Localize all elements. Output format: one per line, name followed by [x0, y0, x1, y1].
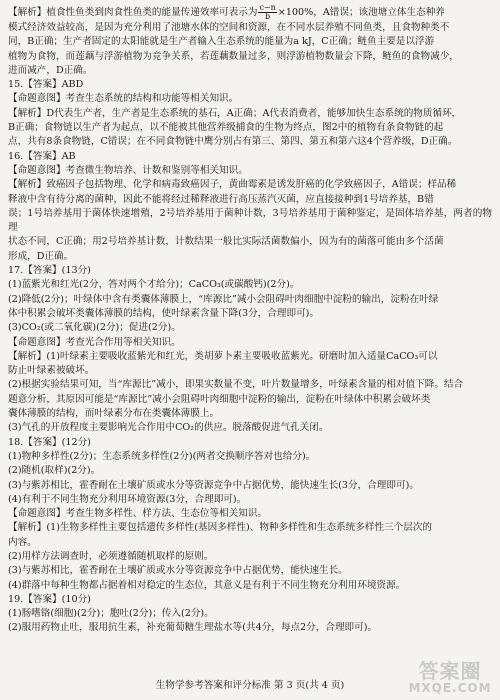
answer-page — [8, 4, 492, 636]
line-l20: (2)降低(2分)；叶绿体中含有类囊体薄膜上，“库源比”减小会阻碍叶肉细胞中淀粉的输出，淀粉在叶绿 — [8, 293, 439, 305]
line-l36: 【解析】(1)生物多样性主要包括遗传多样性(基因多样性)、物种多样性和生态系统多样性三个层次的 — [8, 522, 433, 534]
line-l37: 内容。 — [8, 536, 37, 548]
line-l29: (3)气孔的开放程度主要影响光合作用中CO₂的供应。脱落酸促进气孔关闭。 — [8, 422, 329, 434]
watermark-top: 答案圈 — [418, 659, 482, 683]
line-l32: (2)随机(取样)(2分)。 — [8, 465, 101, 477]
line-l26: (2)根据实验结果可知，当“库源比”减小，即果实数量不变，叶片数量增多，叶绿素含量的相对值下降。结合 — [8, 379, 464, 391]
line-l39: (3)与紫苏相比，霍香耐在土壤矿质或水分等资源竞争中占据优势，能快速生长。 — [8, 565, 348, 577]
line-l22: (3)CO₂(或二氧化碳)(2分)；促进(2分)。 — [8, 322, 181, 334]
line-l12: 【命题意图】考查微生物培养、计数和鉴别等相关知识。 — [8, 164, 248, 176]
line-l05: 进而减产，D正确。 — [8, 64, 93, 76]
answer-heading-17: 17.【答案】(13分) — [8, 265, 91, 277]
line-l09: B正确；食物链以生产者为起点，以不能被其他营养级捕食的生物为终点，图2中的植物有条食物链的起 — [8, 122, 444, 134]
line-l14: 释液中含有待分离的菌种，因此不能将经过稀释液进行高压蒸汽灭菌，应直接接种到1号培养基，B错 — [8, 193, 434, 205]
line-l08: 【解析】D代表生产者，生产者是生态系统的基石，A正确；A代表消费者，能够加快生态系统的物质循环， — [8, 107, 462, 119]
line-l10: 点，共有8条食物链，C错误；在不同食物链中鹰分别占有第三、第四、第五和第六这4个营养级，D正确。 — [8, 136, 458, 148]
fraction-denominator: b — [265, 12, 271, 21]
line-l15: 误；1号培养基用于菌体快速增殖，2号培养基用于菌种计数，3号培养基用于菌种鉴定，是固体培养基，两者的物理 — [8, 207, 492, 234]
line-l21: 体中积累会破坏类囊体薄膜的结构，使叶绿素含量下降(3分，合理即可)。 — [8, 307, 319, 319]
line-l27: 题意分析，其原因可能是“库源比”减小会阻碍叶肉细胞中淀粉的输出，淀粉在叶绿体中积累会破坏类 — [8, 393, 431, 405]
line-l24: 【解析】(1)叶绿素主要吸收蓝紫光和红光，类胡萝卜素主要吸收蓝紫光。研磨时加入适量CaCO₃可以 — [8, 350, 438, 362]
line-l33: (3)与紫苏相比，霍香耐在土壤矿质或水分等资源竞争中占据优势，能快速生长(3分，合理即可)。 — [8, 479, 419, 491]
energy-fraction — [258, 4, 276, 21]
line-l03: 同，B正确；生产者固定的太阳能就是生产者输入生态系统的能量为a kJ，C正确；鲢鱼主要是以浮游 — [8, 36, 435, 48]
line-l40: (4)群落中每种生物都占据着相对稳定的生态位，其意义是有利于不同生物充分利用环境资源。 — [8, 579, 406, 591]
site-watermark-logo — [404, 660, 496, 698]
answer-heading-15: 15.【答案】ABD — [8, 79, 84, 91]
line-l31: (1)物种多样性(2分)；生态系统多样性(2分)(两者交换顺序答对也给分)。 — [8, 450, 316, 462]
line-l35: 【命题意图】考查生物多样性、样方法、生态位等相关知识。 — [8, 508, 268, 520]
line-l07: 【命题意图】考查生态系统的结构和功能等相关知识。 — [8, 93, 239, 105]
line-l23: 【命题意图】考查光合作用等相关知识。 — [8, 336, 181, 348]
fraction-numerator: c−n — [259, 3, 276, 12]
line-l01-post: ×100%，A错误；该池塘立体生态种养 — [277, 7, 445, 18]
line-l28: 囊体薄膜的结构，而叶绿素分布在类囊体薄膜上。 — [8, 408, 220, 420]
line-l17: 形成，D正确。 — [8, 250, 74, 262]
line-l42: (1)肠嗜铬(细胞)(2分)；胞吐(2分)；传入(2分)。 — [8, 608, 214, 620]
line-l38: (2)用样方法调查时，必须遵循随机取样的原则。 — [8, 550, 214, 562]
answer-heading-18: 18.【答案】(12分) — [8, 436, 91, 448]
line-l34: (4)有利于不同生物充分利用环境资源(3分，合理即可)。 — [8, 493, 247, 505]
line-l19: (1)蓝紫光和红光(2分，答对两个才给分)；CaCO₃(或碳酸钙)(2分)。 — [8, 279, 300, 291]
line-l04: 植物为食物，而莲藕与浮游植物为竞争关系，若莲藕数量过多，则浮游植物数量会下降，鲢鱼的食物减少， — [8, 50, 459, 62]
answer-heading-16: 16.【答案】AB — [8, 150, 76, 162]
page-footer: 生物学参考答案和评分标准 第 3 页(共 4 页) — [155, 680, 345, 691]
watermark-bottom: MXQE.COM — [408, 681, 492, 695]
line-l13: 【解析】致癌因子包括物理、化学和病毒致癌因子，黄曲霉素是诱发肝癌的化学致癌因子，A错误；样品稀 — [8, 179, 457, 191]
line-l01-pre: 【解析】植食性鱼类到肉食性鱼类的能量传递效率可表示为 — [8, 7, 258, 18]
line-l25: 防止叶绿素被破坏。 — [8, 365, 95, 377]
line-l16: 状态不同，C正确；用2号培养基计数，计数结果一般比实际活菌数偏小，因为有的菌落可能由多个活菌 — [8, 236, 444, 248]
answer-heading-19: 19.【答案】(10分) — [8, 593, 91, 605]
line-l43: (2)服用药物止吐，服用抗生素，补充葡萄糖生理盐水等(共4分，每点2分，合理即可)。 — [8, 622, 378, 634]
line-l02: 模式经济效益较高，是因为充分利用了池塘水体的空间和资源，在不同水层养殖不同鱼类，且食物种类不 — [8, 22, 450, 33]
line-l01 — [8, 4, 492, 21]
